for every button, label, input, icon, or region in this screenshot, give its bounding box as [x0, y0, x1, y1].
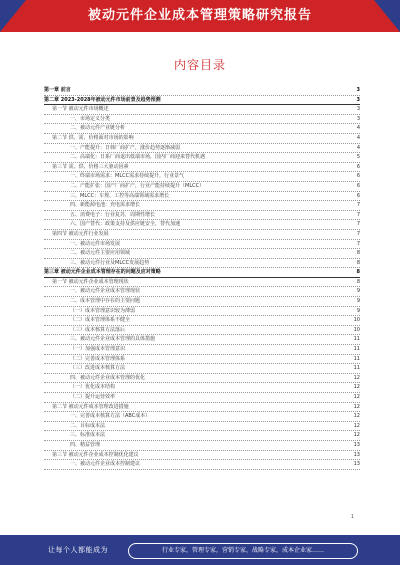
toc-entry[interactable] [44, 326, 360, 336]
toc-entry[interactable] [44, 134, 360, 144]
toc-entry-page: 11 [353, 355, 360, 362]
toc-entry-text: 第三节 被动元件企业成本控制优化建议 [52, 451, 139, 458]
footer-experts-box [128, 543, 358, 559]
toc-entry-page: 4 [356, 144, 360, 151]
toc-entry-page: 12 [353, 413, 360, 420]
footer-experts-text: 行业专家，管理专家，营销专家，战略专家，成本企业家…… [161, 547, 324, 554]
toc-entry-text: 第三章 被动元件企业成本管理存在的问题及应对策略 [44, 269, 161, 276]
toc-entry-page: 6 [356, 192, 360, 199]
toc-entry[interactable] [44, 287, 360, 297]
toc-entry[interactable] [44, 115, 360, 125]
toc-entry[interactable] [44, 240, 360, 250]
toc-entry[interactable] [44, 355, 360, 365]
toc-entry[interactable] [44, 393, 360, 403]
toc-entry-page: 4 [356, 134, 360, 141]
toc-entry-text: 四、精益管理 [70, 441, 101, 448]
toc-entry[interactable] [44, 307, 360, 317]
toc-entry-text: 五、消费电子：行业复苏，周期性增长 [70, 211, 156, 218]
toc-entry[interactable] [44, 220, 360, 230]
toc-entry-text: 一、完善成本核算方法（ABC成本） [70, 413, 151, 420]
report-title: 被动元件企业成本管理策略研究报告 [87, 8, 312, 23]
toc-entry[interactable] [44, 422, 360, 432]
toc-entry[interactable] [44, 192, 360, 202]
toc-entry[interactable] [44, 86, 360, 96]
toc-entry-text: （一）加强成本管理意识 [70, 346, 126, 353]
toc-entry[interactable] [44, 230, 360, 240]
toc-entry-text: 三、被动元件行业及MLCC发展趋势 [70, 259, 150, 266]
toc-entry-text: 第一章 前言 [44, 87, 71, 93]
toc-entry-text: 第一节 被动元件企业成本管理现状 [52, 278, 129, 285]
toc-entry-page: 6 [356, 163, 360, 170]
toc-entry[interactable] [44, 335, 360, 345]
toc-entry-page: 6 [356, 182, 360, 189]
page-number: 1 [350, 514, 354, 520]
toc-entry[interactable] [44, 105, 360, 115]
toc-entry-page: 8 [356, 269, 360, 276]
toc-entry-page: 9 [356, 307, 360, 314]
toc-entry[interactable] [44, 163, 360, 173]
toc-entry-page: 12 [353, 394, 360, 400]
toc-entry-page: 4 [356, 125, 360, 132]
toc-entry-text: 一、市场定义分类 [70, 115, 111, 122]
toc-entry-text: 二、产能扩张：国产厂商扩产，行业产能持续提升（MLCC） [70, 182, 205, 189]
toc-entry[interactable] [44, 144, 360, 154]
toc-entry-text: （二）提升运营效率 [70, 394, 116, 400]
toc-entry-page: 12 [353, 403, 360, 410]
toc-entry-page: 12 [353, 374, 360, 381]
toc-entry-text: 四、被动元件企业成本管理的优化 [70, 374, 146, 381]
toc-entry-text: （一）成本管理意识较为薄弱 [70, 307, 136, 314]
toc-entry-text: 一、终端市场需求：MLCC需求持续提升，行业景气 [70, 173, 185, 180]
toc-entry-page: 11 [353, 346, 360, 353]
toc-entry-page: 10 [353, 326, 360, 333]
footer-banner [0, 535, 400, 565]
toc-entry-text: 二、高端化：日系厂商退出低端市场，国内厂商迎来替代机遇 [70, 154, 206, 161]
toc-entry-page: 13 [353, 441, 360, 448]
table-of-contents [44, 86, 360, 470]
toc-entry-page: 13 [353, 461, 360, 468]
toc-entry[interactable] [44, 345, 360, 355]
toc-entry[interactable] [44, 124, 360, 134]
toc-entry-text: （三）成本核算方法落后 [70, 326, 126, 333]
toc-entry[interactable] [44, 211, 360, 221]
toc-entry[interactable] [44, 201, 360, 211]
toc-entry-page: 3 [356, 96, 360, 103]
toc-entry-text: 第二节 被动元件成本管理改进措施 [52, 403, 129, 410]
footer-slogan: 让每个人都能成为 [48, 546, 108, 554]
toc-entry-page: 9 [356, 288, 360, 295]
toc-entry[interactable] [44, 316, 360, 326]
toc-entry[interactable] [44, 96, 360, 106]
toc-entry-text: 第一节 被动元件市场概述 [52, 106, 109, 113]
toc-entry-page: 10 [353, 317, 360, 324]
toc-entry[interactable] [44, 441, 360, 451]
toc-entry-text: （二）完善成本管理体系 [70, 355, 126, 362]
toc-entry[interactable] [44, 364, 360, 374]
toc-entry[interactable] [44, 249, 360, 259]
toc-entry-page: 12 [353, 432, 360, 439]
toc-entry-page: 7 [356, 202, 360, 209]
toc-entry[interactable] [44, 153, 360, 163]
toc-entry-page: 12 [353, 384, 360, 391]
toc-entry-page: 13 [353, 451, 360, 458]
toc-entry-page: 9 [356, 298, 360, 305]
toc-entry-text: 三、被动元件企业成本管理的具体措施 [70, 336, 156, 343]
toc-entry-page: 7 [356, 221, 360, 228]
toc-entry[interactable] [44, 182, 360, 192]
toc-entry-page: 6 [356, 173, 360, 180]
toc-entry-page: 8 [356, 278, 360, 285]
toc-entry-text: 三、标准成本法 [70, 432, 106, 439]
toc-entry-page: 5 [356, 154, 360, 161]
toc-entry-text: （一）优化成本结构 [70, 384, 116, 391]
toc-entry[interactable] [44, 412, 360, 422]
toc-entry-text: 六、国产替代：政策支持及供应链安全，替代加速 [70, 221, 181, 228]
toc-entry-text: （三）改进成本核算方法 [70, 365, 126, 372]
toc-entry-page: 3 [356, 87, 360, 93]
toc-entry-text: 第二章 2023-2028年被动元件市场前景及趋势预测 [44, 96, 161, 103]
toc-entry-page: 11 [353, 365, 360, 372]
toc-entry-text: 二、被动元件产业链分析 [70, 125, 126, 132]
toc-entry[interactable] [44, 259, 360, 269]
toc-entry-text: 一、被动元件企业成本管理现状 [70, 288, 141, 295]
toc-entry[interactable] [44, 278, 360, 288]
toc-entry-text: 第二节 供、需、价格面对市场的影响 [52, 134, 134, 141]
toc-entry-text: 二、被动元件主要应用领域 [70, 250, 131, 257]
toc-entry-text: 第三节 需、供、价格三大驱动因素 [52, 163, 129, 170]
toc-entry[interactable] [44, 374, 360, 384]
toc-entry[interactable] [44, 431, 360, 441]
toc-entry-page: 12 [353, 422, 360, 429]
toc-entry-page: 7 [356, 240, 360, 247]
toc-entry-text: 四、新能源电池：充电需求增长 [70, 202, 141, 209]
toc-entry-text: （二）成本管理体系不健全 [70, 317, 131, 324]
toc-entry[interactable] [44, 383, 360, 393]
toc-entry-page: 3 [356, 106, 360, 113]
toc-entry-page: 11 [353, 336, 360, 343]
toc-entry[interactable] [44, 460, 360, 470]
toc-entry-text: 二、目标成本法 [70, 422, 106, 429]
toc-entry[interactable] [44, 172, 360, 182]
toc-entry-page: 7 [356, 230, 360, 237]
toc-entry-page: 8 [356, 250, 360, 257]
toc-entry-text: 一、被动元件企业成本控制建议 [70, 461, 141, 468]
toc-entry-page: 7 [356, 211, 360, 218]
toc-title: 内容目录 [173, 58, 226, 72]
toc-entry[interactable] [44, 451, 360, 461]
toc-entry-text: 一、产能提升：日韩厂商扩产，涨价趋势逐渐减弱 [70, 144, 181, 151]
toc-entry-text: 一、被动元件市场发展 [70, 240, 121, 247]
toc-entry-text: 第四节 被动元件行业发展 [52, 230, 109, 237]
toc-entry-text: 二、成本管理中存在的主要问题 [70, 298, 141, 305]
toc-entry[interactable] [44, 268, 360, 278]
toc-entry[interactable] [44, 297, 360, 307]
toc-entry[interactable] [44, 403, 360, 413]
toc-entry-page: 8 [356, 259, 360, 266]
toc-entry-text: 三、MLCC：车规、工控等高端领域需求增长 [70, 192, 170, 199]
toc-entry-page: 3 [356, 115, 360, 122]
report-header [0, 0, 400, 32]
